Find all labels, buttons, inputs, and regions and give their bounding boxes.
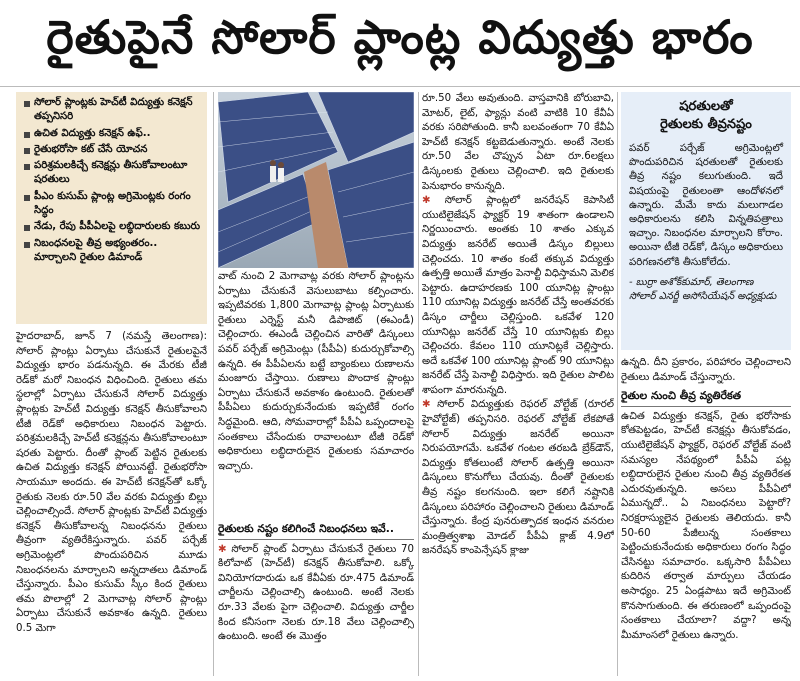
column-divider [213, 92, 214, 676]
column-divider [617, 92, 618, 676]
article-paragraph [422, 398, 614, 559]
headline [0, 0, 800, 86]
article-column-3 [422, 92, 614, 676]
article-paragraph [218, 543, 414, 645]
article-column-2-top [218, 270, 414, 515]
article-paragraph: ఉచిత విద్యుత్తు కనెక్షన్, రైతు భరోసాకు కోతపెట్టడం, హెచ్‌టీ కనెక్షన్లు తీసుకోవడం, యుటిలైజేషన్ ఫ్యాక్టర్, రెఫరల్ వోల్టేజ్ వంటి సమస్యల నేపథ్యంలో పీపీఏ పట్ల లబ్ధిదారులైన రైతుల నుంచి తీవ్ర వ్యతిరేకత ఎదురవుతున్నది. అసలు పీపీఏలో ఏమున్నదో.. ఏ నిబంధనలు పెట్టారో? నిరక్షరాస్యులైన రైతులకు తెలియదు. కానీ 50-60 పేజీలున్న సంతకాలు పెట్టించుకునేందుకు అధికారులు రంగం సిద్ధం చేసినట్టు సమాచారం. ఒక్కసారి పీపీఏలు కుదిరిన తర్వాత మార్పులు చేయడం అసాధ్యం. 25 ఏండ్లపాటు ఇదే అగ్రిమెంట్ కొనసాగుతుంది. ఈ తరుణంలో ఒప్పందంపై సంతకాలు చేయాలా? వద్దా? అన్న మీమాంసలో రైతులు ఉన్నారు. [621, 410, 791, 641]
quote-sidebox [621, 92, 791, 350]
star-bullet-icon: ✱ [422, 195, 445, 207]
article-column-1 [16, 330, 207, 675]
article-paragraph: వాట్ నుంచి 2 మెగావాట్ల వరకు సోలార్ ప్లాంట్లను ఏర్పాటు చేసుకునే వెసులుబాటు కల్పించారు. ఇప్పటివరకు 1,800 మెగావాట్ల ప్లాంట్ల ఏర్పాటుకు రైతులు ఎర్నెస్ట్ మనీ డిపాజిట్ (ఈఎండీ) చెల్లించారు. ఈఎండీ చెల్లించిన వారితో డిస్కంలు పవర్ పర్చేజ్ అగ్రిమెంట్లు (పీపీఏ) కుదుర్చుకోవాల్సి ఉన్నది. ఈ పీపీఏలను బట్టే బ్యాంకులు రుణాలను మంజూరు చేస్తాయి. రుణాలు పొందాక ప్లాంట్లు ఏర్పాటు చేసుకునే అవకాశం ఉంటుంది. రైతులతో పీపీఏలు కుదుర్చుకునేందుకు ఇప్పటికే రంగం సిద్ధమైంది. ఆది, సోమవారాల్లో పీపీఏ ఒప్పందాలపై సంతకాలు చేసేందుకు రావాలంటూ టీజీ రెడ్‌కో అధికారులు లబ్ధిదారులైన రైతులకు సమాచారం ఇచ్చారు. [218, 271, 414, 472]
paragraph-text: సోలార్ విద్యుత్తుకు రెఫరల్ వోల్టేజ్ (రూరల్ హైవోల్టేజ్) తప్పనిసరి. రెఫరల్ వోల్టేజ్ లేకపోతే సోలార్ విద్యుత్తు జనరేట్ అయినా నిరుపయోగమే. ఒకవేళ గంటల తరబడి బ్రేక్‌డౌన్, విద్యుత్తు కోతలుంటే సోలార్ ఉత్పత్తి అయినా డిస్కంలు కొనుగోలు చేయవు. దీంతో రైతులకు తీవ్ర నష్టం కలగనుంది. ఇలా కలిగే నష్టానికి డిస్కంలు పరిహారం చెల్లించాలని రైతులు డిమాండ్ చేస్తున్నారు. కేంద్ర పునరుత్పాదక ఇంధన వనరుల మంత్రిత్వశాఖ మోడల్ పీపీఏ క్లాజ్ 4.9లో జనరేషన్ కాంపెన్సేషన్ క్లాజు [422, 399, 614, 557]
highlight-item: నేడు, రేపు పీపీఏలపై లబ్ధిదారులకు కబురు [22, 220, 201, 234]
highlight-item: నిబంధనలపై తీవ్ర అభ్యంతరం.. మార్చాలని రైతుల డిమాండ్ [22, 237, 201, 266]
headline-rule [0, 86, 800, 87]
sidebox-title-line: షరతులతో [679, 99, 733, 114]
article-column-4 [621, 356, 791, 676]
section-subhead: రైతుల నుంచి తీవ్ర వ్యతిరేకత [621, 389, 791, 407]
solar-field-illustration [218, 92, 414, 268]
sidebox-body: పవర్ పర్చేజ్ అగ్రిమెంట్లలో పొందుపరిచిన షరతులతో రైతులకు తీవ్ర నష్టం కలుగుతుంది. ఇదే విషయంపై రైతులంతా ఆందోళనలో ఉన్నారు. మేమే కాదు మలుగాడల అధికారులను కలిసి విన్నతిపత్రాలు ఇచ్చాం. నిబంధనల మార్చాలని కోరాం. అయినా టీజీ రెడ్‌కో, డిస్కం అధికారులు పరిగణనలోకి తీసుకోలేదు. [629, 143, 783, 268]
column-divider [418, 92, 419, 676]
highlight-item: రైతుభరోసా కట్ చేసే యోచన [22, 143, 201, 157]
headline-text: రైతుపైనే సోలార్ ప్లాంట్ల విద్యుత్తు భారం [46, 10, 754, 64]
sidebox-title-line: రైతులకు తీవ్రనష్టం [660, 117, 752, 132]
highlight-item: ఉచిత విద్యుత్తు కనెక్షన్ ఉఫ్.. [22, 127, 201, 141]
section-subhead: రైతులకు నష్టం కలిగించే నిబంధనలు ఇవే.. [218, 522, 414, 540]
article-paragraph [422, 194, 614, 398]
highlight-item: సోలార్ ప్లాంట్లకు హెచ్‌టీ విద్యుత్తు కనెక్షన్ తప్పనిసరి [22, 96, 201, 125]
article-column-2-bottom [218, 518, 414, 676]
article-paragraph: హైదరాబాద్, జూన్ 7 (నమస్తే తెలంగాణ): సోలార్ ప్లాంట్లు ఏర్పాటు చేసుకునే రైతులపైనే విద్యుత్తు భారం పడనున్నది. ఈ మేరకు టీజీ రెడ్‌కో మరో నిబంధన విధించింది. రైతులు తమ స్థలాల్లో ఏర్పాటు చేసుకునే సోలార్ విద్యుత్తు ప్లాంట్లకు హెచ్‌టీ విద్యుత్తు కనెక్షన్ తీసుకోవాలని టీజీ రెడ్‌కో అధికారులు నిబంధన పెట్టారు. పరిశ్రమలకిచ్చే హెచ్‌టీ కనెక్షన్లను తీసుకోవాలంటూ షరతు పెట్టారు. దీంతో ప్లాంట్ పెట్టిన రైతులకు ఉచిత విద్యుత్తు కనెక్షన్ పోయినట్టే. రైతుభరోసా సాయమూ అందదు. ఈ హెచ్‌టీ కనెక్షన్‌తో ఒక్కో రైతుకు నెలకు రూ.50 వేల వరకు విద్యుత్తు బిల్లు చెల్లించాల్సిందే. సోలార్ ప్లాంట్లకు హెచ్‌టీ విద్యుత్తు కనెక్షన్ తీసుకోవాలన్న నిబంధనను రైతులు తీవ్రంగా వ్యతిరేకిస్తున్నారు. పవర్ పర్చేజ్ అగ్రిమెంట్లలో పొందుపరిచిన మూడు నిబంధనలను మార్చాలని అన్నదాతలు డిమాండ్ చేస్తున్నారు. పీఎం కుసుమ్ స్కీం కింద రైతులు తమ పొలాల్లో 2 మెగావాట్ల సోలార్ ప్లాంట్లు ఏర్పాటు చేసుకునే అవకాశం ఉన్నది. రైతులు 0.5 మెగా [16, 331, 207, 634]
sidebox-title [629, 98, 783, 134]
highlight-item: పీఎం కుసుమ్ ప్లాంట్ల అగ్రిమెంట్లకు రంగం సిద్ధం [22, 190, 201, 219]
article-paragraph: ఉన్నది. దీని ప్రకారం, పరిహారం చెల్లించాలని రైతులు డిమాండ్ చేస్తున్నారు. [621, 357, 791, 383]
solar-panels-photo [218, 92, 414, 268]
highlight-item: పరిశ్రమలకిచ్చే కనెక్షన్లు తీసుకోవాలంటూ షరతులు [22, 159, 201, 188]
sidebox-attribution: - బుర్రా అశోక్‌కుమార్, తెలంగాణ సోలార్ ఎనర్జీ అసోసియేషన్ అధ్యక్షుడు [629, 276, 777, 302]
article-paragraph: రూ.50 వేలు అవుతుంది. వాస్తవానికి బోరుబావి, మోటర్, లైట్, ఫ్యాన్లు వంటి వాటికి 10 కేవీఏ వరకు సరిపోతుంది. కానీ బలవంతంగా 70 కేవీఏ హెచ్‌టీ కనెక్షన్ కట్టబెడుతున్నారు. అంటే నెలకు రూ.50 వేల చొప్పున ఏటా రూ.6లక్షలు డిస్కంలకు రైతులు చెల్లించాలి. ఇది రైతులకు పెనుభారం కానున్నది. [422, 93, 614, 192]
highlights-box [16, 92, 207, 324]
star-bullet-icon: ✱ [218, 543, 232, 555]
paragraph-text: సోలార్ ప్లాంట్లలో జనరేషన్ కెపాసిటీ యుటిలైజేషన్ ఫ్యాక్టర్ 19 శాతంగా ఉండాలని నిర్ణయించారు. అంతకు 10 శాతం ఎక్కువ విద్యుత్తు జనరేట్ అయితే డిస్కం బిల్లులు చెల్లించదు. 10 శాతం కంటే తక్కువ విద్యుత్తు ఉత్పత్తి అయితే మాత్రం పెనాల్టీ విధిస్తామని మెలిక పెట్టారు. ఉదాహరణకు 100 యూనిట్ల ప్లాంట్లు 110 యూనిట్ల విద్యుత్తు జనరేట్ చేస్తే అంతవరకు డిస్కం చార్జీలు చెల్లిస్తుంది. ఒకవేళ 120 యూనిట్లు జనరేట్ చేస్తే 10 యూనిట్లకు బిల్లు చెల్లించరు. కేవలం 110 యూనిట్లకే చెల్లిస్తారు. అదే ఒకవేళ 100 యూనిట్ల ప్లాంట్ 90 యూనిట్లు జనరేట్ చేస్తే పెనాల్టీ విధిస్తారు. ఇది రైతుల పాలిట శాపంగా మారనున్నది. [422, 195, 614, 396]
paragraph-text: సోలార్ ప్లాంట్ ఏర్పాటు చేసుకునే రైతులు 70 కిలోవాట్ (హెచ్‌టీ) కనెక్షన్ తీసుకోవాలి. ఒక్కో వినియోగదారుడు ఒక కేవీఏకు రూ.475 డిమాండ్ చార్జీలను చెల్లించాల్సి ఉంటుంది. అంటే నెలకు రూ.33 వేలకు పైగా చెల్లించాలి. విద్యుత్తు చార్జీల కింద కనీసంగా నెలకు రూ.18 వేలు చెల్లించాల్సి ఉంటుంది. అంటే ఈ మొత్తం [218, 543, 414, 643]
star-bullet-icon: ✱ [422, 399, 438, 411]
highlights-list [22, 96, 201, 265]
